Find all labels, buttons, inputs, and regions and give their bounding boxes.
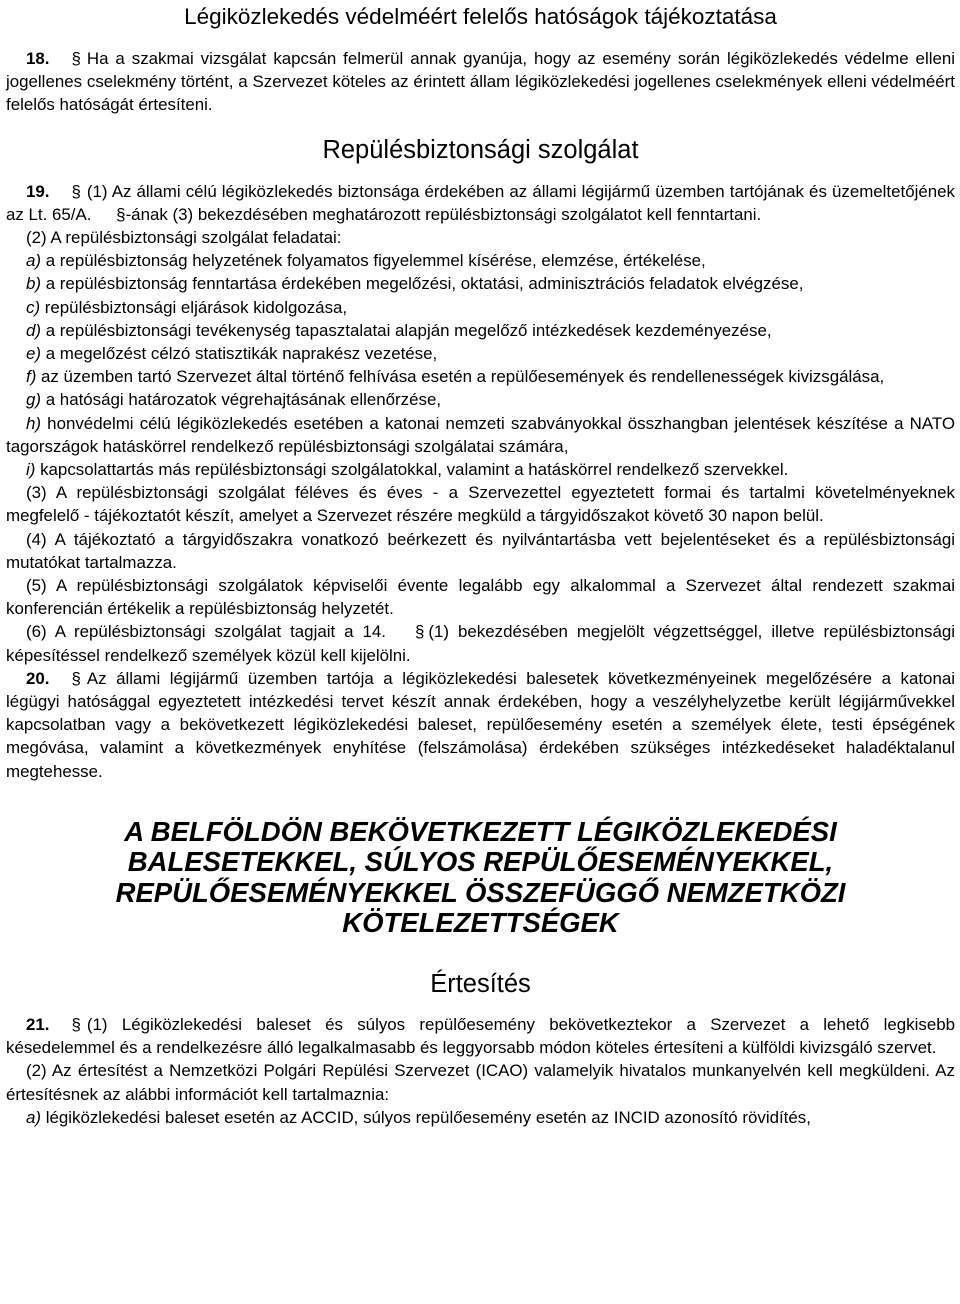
paragraph-number: 18. bbox=[26, 49, 50, 68]
paragraph-text: Az állami légijármű üzemben tartója a légiközlekedési balesetek következményeinek megelőzésére a katonai légügyi hatósággal egyeztetett intézkedési tervet készít annak érdekében, hogy a veszélyhelyzetbe került légijárművekkel kapcsolatban vagy a bekövetkezett légiközlekedési baleset, repülőesemény esetén a személyek élete, testi épségének megóvása, valamint a következmények enyhítése (felszámolása) érdekében szükséges intézkedéseket haladéktalanul megtehesse. bbox=[6, 668, 955, 781]
section-sign: § bbox=[71, 49, 81, 68]
list-item-21-a: a) légiközlekedési baleset esetén az ACCID, súlyos repülőesemény esetén az INCID azonosító rövidítés, bbox=[26, 1107, 811, 1127]
list-item-h: h) honvédelmi célú légiközlekedés esetében a katonai nemzeti szabványokkal összhangban jelentések készítése a NATO tagországok hatáskörrel rendelkező repülésbiztonsági szolgálatai számára, bbox=[6, 413, 955, 456]
list-item-i: i) kapcsolattartás más repülésbiztonsági szolgálatokkal, valamint a hatáskörrel rendelkező szervekkel. bbox=[26, 460, 789, 480]
paragraph-19-3: (3) A repülésbiztonsági szolgálat féléves és éves - a Szervezettel egyeztetett formai és tartalmi követelményeknek megfelelő - tájékoztatót készít, amelyet a Szervezet részére megküld a tárgyidőszakot követő 30 napon belül. bbox=[6, 483, 955, 526]
section-sign: § bbox=[116, 204, 126, 224]
chapter-title-line-1: A BELFÖLDÖN BEKÖVETKEZETT LÉGIKÖZLEKEDÉSI bbox=[124, 815, 837, 847]
paragraph-21-2: (2) Az értesítést a Nemzetközi Polgári Repülési Szervezet (ICAO) valamelyik hivatalos munkanyelvén kell megküldeni. Az értesítésnek az alábbi információt kell tartalmaznia: bbox=[6, 1061, 955, 1104]
list-item-f: f) az üzemben tartó Szervezet által történő felhívása esetén a repülőesemények és rendellenességek kivizsgálása, bbox=[26, 367, 885, 387]
list-item-c: c) repülésbiztonsági eljárások kidolgozása, bbox=[26, 297, 348, 317]
paragraph-19-6: (6) A repülésbiztonsági szolgálat tagjait a 14. § (1) bekezdésében megjelölt végzettséggel, illetve repülésbiztonsági képesítéssel rendelkező személyek közül kell kijelölni. bbox=[6, 622, 955, 665]
list-item-d: d) a repülésbiztonsági tevékenység tapasztalatai alapján megelőző intézkedések kezdeményezése, bbox=[26, 320, 772, 340]
heading-authorities: Légiközlekedés védelméért felelős hatóságok tájékoztatása bbox=[184, 4, 777, 29]
paragraph-number: 21. bbox=[26, 1014, 50, 1034]
paragraph-text: -ának (3) bekezdésében meghatározott repülésbiztonsági szolgálatot kell fenntartani. bbox=[125, 204, 762, 224]
paragraph-19-1 bbox=[6, 180, 955, 226]
paragraph-18 bbox=[6, 47, 955, 117]
paragraph-19-5: (5) A repülésbiztonsági szolgálatok képviselői évente legalább egy alkalommal a Szervezet által rendezett szakmai konferencián értékelik a repülésbiztonság helyzetét. bbox=[6, 576, 955, 619]
paragraph-text: (1) Légiközlekedési baleset és súlyos repülőesemény bekövetkeztekor a Szervezet a lehető legkisebb késedelemmel és a rendelkezésre álló legalkalmasabb és leggyorsabb módon köteles értesíteni a külföldi kivizsgáló szervet. bbox=[6, 1014, 955, 1058]
paragraph-number: 19. bbox=[26, 181, 50, 201]
paragraph-20 bbox=[6, 667, 955, 783]
chapter-title-line-3: REPÜLŐESEMÉNYEKKEL ÖSSZEFÜGGŐ NEMZETKÖZI bbox=[115, 876, 846, 908]
paragraph-number: 20. bbox=[26, 668, 50, 688]
heading-notification: Értesítés bbox=[430, 969, 531, 998]
section-sign: § bbox=[71, 1014, 81, 1034]
list-item-a: a) a repülésbiztonság helyzetének folyamatos figyelemmel kísérése, elemzése, értékelése, bbox=[26, 251, 706, 271]
chapter-title-line-4: KÖTELEZETTSÉGEK bbox=[342, 907, 619, 939]
paragraph-text: (1) Az állami célú légiközlekedés biztonsága érdekében az állami légijármű üzemben tartójának és üzemeltetőjének az Lt. 65/A. bbox=[6, 181, 955, 224]
paragraph-21-1 bbox=[6, 1013, 955, 1059]
section-sign: § bbox=[71, 668, 81, 688]
list-item-g: g) a hatósági határozatok végrehajtásának ellenőrzése, bbox=[26, 390, 442, 410]
chapter-title-line-2: BALESETEKKEL, SÚLYOS REPÜLŐESEMÉNYEKKEL, bbox=[127, 846, 834, 878]
chapter-title bbox=[6, 817, 955, 939]
list-item-b: b) a repülésbiztonság fenntartása érdekében megelőzési, oktatási, adminisztrációs feladatok elvégzése, bbox=[26, 274, 804, 294]
paragraph-19-4: (4) A tájékoztató a tárgyidőszakra vonatkozó beérkezett és nyilvántartásba vett bejelentéseket és a repülésbiztonsági mutatókat tartalmazza. bbox=[6, 529, 955, 572]
document-page bbox=[6, 0, 955, 1129]
paragraph-text: Ha a szakmai vizsgálat kapcsán felmerül annak gyanúja, hogy az esemény során légiközlekedés védelme elleni jogellenes cselekmény történt, a Szervezet köteles az érintett állam légiközlekedési jogellenes cselekmények elleni védelméért felelős hatóságát értesíteni. bbox=[6, 49, 955, 115]
paragraph-19-2-intro: (2) A repülésbiztonsági szolgálat feladatai: bbox=[26, 228, 342, 248]
section-sign: § bbox=[414, 622, 425, 642]
list-item-e: e) a megelőzést célzó statisztikák naprakész vezetése, bbox=[26, 344, 438, 364]
heading-flight-safety-service: Repülésbiztonsági szolgálat bbox=[322, 135, 639, 164]
section-sign: § bbox=[71, 181, 81, 201]
